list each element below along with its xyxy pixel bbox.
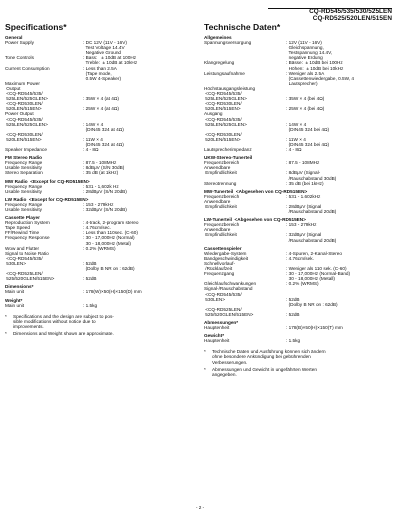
section-heading: Dimensions* — [5, 284, 34, 290]
footnote-mark: * — [5, 313, 7, 319]
section-heading: MW-Tunerteil <Abgesehen von CQ-RD515EN> — [204, 188, 308, 194]
footnote — [5, 314, 191, 329]
spec-row — [5, 235, 191, 245]
spec-label: Tape Speed — [5, 225, 31, 231]
spec-value: : 52dB (Dolby B NR on : 62dB) — [83, 260, 135, 272]
spec-value: : Weniger als 110 sek. (C-60) — [286, 266, 347, 272]
spec-label: Signal-/Rauschabstand <CQ-RD545/535/ 530LEN> — [204, 286, 253, 302]
spec-label: Anwendbare Empfindlichkeit — [204, 165, 237, 176]
spec-label: Power Output <CQ-RD545/535/ 525LEN/525GLEN> — [5, 111, 48, 127]
footnote — [5, 331, 191, 336]
spec-value: : 25W × 4 (at 4Ω) — [83, 106, 119, 112]
spec-value: : 0.2% (WRMS) — [286, 281, 319, 287]
spec-row — [204, 338, 394, 343]
spec-label: Bandgeschwindigkeit — [204, 255, 249, 261]
spec-row — [5, 271, 191, 281]
spec-label: Höchstausgangsleistung <CQ-RD545/535/ 525LEN/525GLEN> — [204, 85, 256, 102]
spec-value: : 52dB — [83, 276, 97, 282]
spec-label: Stereotrennung — [204, 180, 237, 186]
spec-label: Frequency Response — [5, 235, 50, 241]
spec-row — [204, 147, 394, 152]
english-column — [5, 22, 191, 336]
section-heading: Cassette Player — [5, 215, 40, 221]
spec-row — [5, 101, 191, 111]
spec-label: <CQ-RD525LEN/ 525/520GLEN/515EN> — [6, 271, 55, 282]
spec-label: Lautsprecherimpedanz — [204, 147, 252, 153]
spec-value: : 25W × 4 (bei 4Ω) — [286, 106, 325, 112]
spec-label: <CQ-RD530LEN/ 520LEN/515EN> — [205, 101, 242, 112]
spec-value: : 4.76cm/sec. — [83, 225, 111, 231]
spec-row — [5, 289, 191, 294]
spec-row — [5, 207, 191, 212]
spec-row — [204, 271, 394, 281]
spec-row — [204, 165, 394, 180]
spec-label: Anwendbare Empfindlichkeit — [204, 198, 237, 209]
spec-value: : 28dBμV (S/N 20dB) — [83, 188, 127, 194]
spec-row — [5, 111, 191, 131]
spec-label: <CQ-RD530LEN/ 520LEN/515EN> — [205, 131, 242, 142]
spec-value: : 153 - 279kHz — [286, 222, 317, 228]
spec-value: : 531 - 1.602kHz — [286, 193, 321, 199]
footnote-mark: * — [5, 330, 7, 336]
spec-value: : 178(B)×50(H)×150(T) mm — [286, 325, 343, 331]
section-heading: Cassettenspieler — [204, 245, 242, 251]
spec-value: : 531 - 1,602k Hz — [83, 183, 119, 189]
spec-row — [204, 261, 394, 271]
spec-label: Spannungsversorgung — [204, 40, 252, 46]
spec-value: : 35W × 4 (at 4Ω) — [83, 96, 119, 102]
spec-row — [5, 251, 191, 271]
spec-label: Signal to Noise Ratio <CQ-RD545/535/ 530LEN> — [5, 250, 49, 266]
spec-value: : 14W × 4 (DIN45 324 at 4Ω) — [83, 121, 124, 132]
section-heading: UKW-Stereo-Tunerteil — [204, 155, 253, 161]
spec-row — [204, 101, 394, 111]
spec-label: Wiedergabe-System — [204, 250, 247, 256]
spec-label: Leistungsaufnahme — [204, 70, 245, 76]
spec-label: Maximum Power Output <CQ-RD545/535/ 525LEN/525GLEN> — [5, 80, 48, 102]
spec-row — [204, 286, 394, 306]
spec-value: : 35W × 4 (bei 4Ω) — [286, 96, 325, 102]
spec-row — [5, 170, 191, 175]
footnote-text: Dimensions and Weight shown are approximate. — [13, 330, 114, 336]
spec-row — [204, 111, 394, 131]
spec-label: Frequency Range — [5, 183, 43, 189]
footnote-text: Abmessungen und Gewicht in ungefährten Werten angegeben. — [212, 366, 317, 377]
spec-value: : 4-Spuren, 2-Kanal-Stereo — [286, 250, 343, 256]
section-heading: LW-Tunerteil <Abgesehen von CQ-RD515EN> — [204, 217, 306, 223]
section-heading: Gewicht* — [204, 333, 225, 339]
spec-row — [204, 71, 394, 86]
spec-label: Frequenzbereich — [204, 222, 240, 228]
footnote-mark: * — [204, 366, 206, 372]
spec-value: : 8dBμV (S/N 30dB) — [83, 165, 125, 171]
spec-row — [204, 40, 394, 60]
spec-label: Frequenzbereich — [204, 160, 240, 166]
spec-value: : DC 12V (11V - 16V) Test Voltage 14.4V Negative Ground — [83, 40, 127, 56]
spec-label: Main unit — [5, 289, 25, 295]
spec-value: : Weniger als 2.5A (Cassettenwiedergabe, 0.5W, 4 Lautsprecher) — [286, 70, 355, 86]
section-heading: General — [5, 35, 23, 40]
spec-value: : 11W × 4 (DIN45 324 bei 4Ω) — [286, 136, 330, 147]
spec-row — [204, 132, 394, 147]
spec-row — [5, 66, 191, 81]
spec-row — [5, 40, 191, 55]
section-heading: MW Radio <Except for CQ-RD515EN> — [5, 178, 90, 184]
spec-value: : 14W × 4 (DIN45 324 bei 4Ω) — [286, 121, 330, 132]
spec-label: Power Supply — [5, 40, 34, 46]
model-line-2: CQ-RD525/520LEN/515EN — [312, 15, 392, 23]
spec-row — [5, 81, 191, 101]
spec-value: : 32dBμV (Signal /Rauschabstand 20dB) — [286, 232, 337, 243]
spec-value: : 30 - 17,000Hz (Normal-Band) 30 - 18,000Hz (Metall) — [286, 271, 351, 282]
spec-label: Hauptenheit — [204, 325, 230, 331]
spec-row — [5, 55, 191, 65]
spec-label: Speaker Impedance — [5, 147, 47, 153]
spec-label: Frequency Range — [5, 160, 43, 166]
spec-label: Frequenzbereich — [204, 193, 240, 199]
spec-row — [204, 199, 394, 214]
spec-value: : 87.5 - 108MHz — [83, 160, 117, 166]
german-title: Technische Daten* — [204, 22, 281, 32]
spec-value: : 52dB — [286, 311, 300, 317]
spec-value: : 1.5kg — [286, 338, 301, 344]
footnote — [204, 349, 394, 364]
spec-row — [204, 86, 394, 101]
section-heading: Allgemeines — [204, 35, 232, 40]
spec-row — [204, 307, 394, 317]
spec-label: Frequency Range — [5, 201, 43, 207]
spec-label: Anwendbare Empfindlichkeit — [204, 227, 237, 238]
section-heading: FM Stereo Radio — [5, 155, 42, 161]
spec-value: : 12V (11V - 16V) Gleichspannung, Testspannung 14.4V, negative Erdung — [286, 40, 333, 61]
page-number: - 2 - — [195, 505, 205, 510]
spec-value: : Bässe: ± 10dB bei 100Hz Höhen: ± 10dB bei 10kHz — [286, 60, 344, 71]
spec-label: <CQ-RD530LEN/ 520LEN/515EN> — [6, 101, 43, 112]
spec-value: : 35 dB (at 1kHz) — [83, 170, 119, 176]
spec-value: : 0.2% (WRMS) — [83, 245, 116, 251]
spec-label: <CQ-RD530LEN/ 520LEN/515EN> — [6, 131, 43, 142]
model-line-1: CQ-RD545/535/530/525LEN — [309, 8, 392, 15]
spec-label: Gleichlaufschwankungen — [204, 281, 257, 287]
spec-row — [204, 325, 394, 330]
spec-value: : 153 - 279kHz — [83, 201, 114, 207]
spec-label: Frequenzgang — [204, 271, 235, 277]
spec-value: : 28dBμV (Signal /Rauschabstand 20dB) — [286, 204, 337, 215]
spec-row — [5, 303, 191, 308]
spec-value: : 8dBμV (Signal- /Rauschabstand 30dB) — [286, 170, 337, 181]
spec-label: Klangregelung — [204, 60, 235, 66]
spec-value: : 1.5kg — [83, 302, 98, 308]
spec-value: : 178(W)×50(H)×150(D) mm — [83, 289, 142, 295]
spec-value: : Less than 110sec. (C-60) — [83, 230, 138, 236]
spec-value: : 32dBμV (S/N 20dB) — [83, 207, 127, 212]
spec-label: Wow and Flutter — [5, 245, 40, 251]
footnote-mark: * — [204, 349, 206, 355]
spec-value: : 30 - 17,000Hz (Normal) 30 - 18,000Hz (Metal) — [83, 235, 135, 246]
spec-row — [5, 189, 191, 194]
spec-label: Schnellvorlauf- /Rücklaufzeit — [204, 260, 236, 272]
spec-value: : Less than 2.5A (Tape mode, 0.5W 4-Speaker) — [83, 65, 122, 81]
spec-value: : 4 - 8Ω — [83, 147, 99, 153]
spec-row — [204, 181, 394, 186]
spec-label: Usable Sensitivity — [5, 188, 42, 194]
spec-label: Reproduction System — [5, 220, 50, 226]
spec-value: : 11W × 4 (DIN45 324 at 4Ω) — [83, 136, 124, 147]
spec-label: Tone Controls — [5, 55, 34, 61]
spec-label: Usable Sensitivity — [5, 165, 42, 171]
spec-label: Main unit — [5, 302, 25, 308]
spec-value: : 35 dB (bei 1kHz) — [286, 180, 324, 186]
english-title: Specifications* — [5, 22, 67, 32]
spec-row — [5, 147, 191, 152]
section-heading: Abmessungen* — [204, 319, 239, 325]
model-header — [309, 8, 392, 23]
footnote-text: Technische Daten und Ausführung können sich ändern ohne besondere Ankündigung bei gebührenden Verbesserungen. — [212, 349, 326, 365]
spec-row — [5, 132, 191, 147]
spec-value: : 4-track, 2-program stereo — [83, 220, 139, 226]
footnote-text: Specifications and the design are subject to pos- sible modifications without notice due to improvements. — [13, 313, 114, 329]
section-heading: LW Radio <Except for CQ-RD515EN> — [5, 196, 89, 202]
spec-value: : 4.76cm/sek. — [286, 255, 314, 261]
spec-row — [204, 227, 394, 242]
spec-value: : Bass: ± 10dB at 100Hz Treble: ± 10dB at 10kHz — [83, 55, 138, 66]
spec-label: Stereo Separation — [5, 170, 43, 176]
spec-value: : 87.5 - 108MHz — [286, 160, 320, 166]
footnote — [204, 367, 394, 377]
spec-label: Ausgang <CQ-RD545/535/ 525LEN/525GLEN> — [204, 111, 247, 127]
spec-label: Usable Sensitivity — [5, 207, 42, 212]
spec-value: : 52dB (Dolby B NR on : 62dB) — [286, 296, 338, 307]
spec-label: Hauptenheit — [204, 338, 230, 344]
spec-label: FF/Rewind Time — [5, 230, 40, 236]
spec-label: Current Consumption — [5, 65, 50, 71]
spec-value: : 4 - 8Ω — [286, 147, 302, 153]
spec-row — [204, 60, 394, 70]
section-heading: Weight* — [5, 297, 23, 303]
spec-label: <CQ-RD525LEN/ 525/520GLEN/515EN> — [205, 306, 254, 317]
german-column — [204, 22, 394, 377]
